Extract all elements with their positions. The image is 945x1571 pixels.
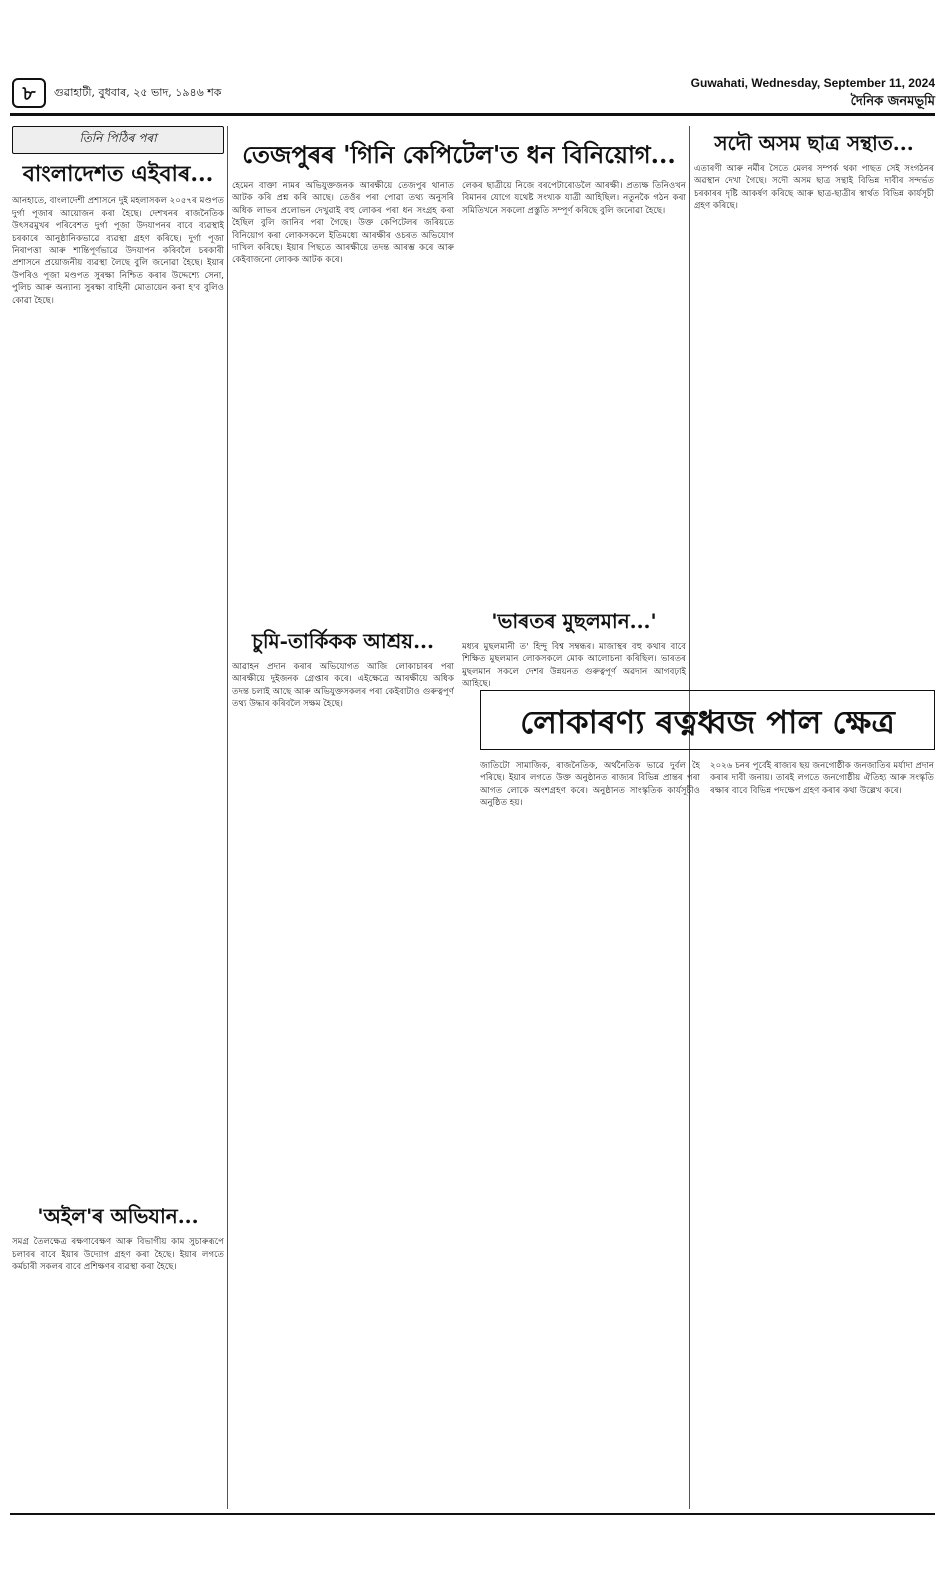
bottom-headline-box — [480, 690, 935, 750]
page-number: ৮ — [12, 78, 46, 108]
column-lead-left — [232, 180, 454, 1509]
article-body: লেকৰ ছাত্ৰীয়ে নিজে বৰপেটাৰোডলৈ আৰক্ষী। প্ৰত্যক্ষ তিনিওখন বিমানৰ যোগে যথেষ্ট সংখ্যক যাত্ৰী আহিছিল। নতুনকৈ গঠন কৰা সমিতিখনে সকলো প্ৰস্তুতি সম্পূৰ্ণ কৰিছে বুলি জনোৱা হৈছে। — [462, 181, 686, 216]
masthead — [10, 72, 935, 116]
date-line-english: Guwahati, Wednesday, September 11, 2024 — [690, 76, 935, 90]
date-line-assamese: গুৱাহাটী, বুধবাৰ, ২৫ ভাদ, ১৯৪৬ শক — [54, 86, 222, 99]
continued-kicker: তিনি পিঠিৰ পৰা — [12, 126, 224, 154]
article-body: এতাৰণী আৰু নৰ্মীৰ সৈতে মেলৰ সম্পৰ্ক থকা পাছত সেই সংগঠনৰ অৱস্থান দেখা গৈছে। সদৌ অসম ছাত্ৰ সন্থাই বিভিন্ন দাবীৰ সন্দৰ্ভত চৰকাৰৰ দৃষ্টি আকৰ্ষণ কৰিছে আৰু ছাত্ৰ-ছাত্ৰীৰ স্বাৰ্থত বিভিন্ন কাৰ্যসূচী গ্ৰহণ কৰিছে। — [694, 164, 934, 212]
article-headline: চুমি-তাৰ্কিকক আশ্ৰয়... — [252, 629, 434, 653]
column-left — [12, 126, 224, 1509]
bottom-headline: লোকাৰণ্য ৰত্নধ্বজ পাল ক্ষেত্ৰ — [520, 703, 895, 741]
newspaper-name: দৈনিক জনমভূমি — [850, 94, 935, 109]
article-body: মধ্যৰ মুছলমানী ত' হিন্দু বিশ্ব সম্বন্ধৰ। মাজাস্থৰ বহু কথাৰ বাবে শিক্ষিত মুছলমান লোকসকলে মোক আলোচনা কৰিছিল। ভাৰতৰ মুছলমান সকলে দেশৰ উন্নয়নত গুৰুত্বপূৰ্ণ অৱদান আগবঢ়াই আহিছে। — [462, 642, 686, 690]
article-headline: বাংলাদেশত এইবাৰ... — [22, 161, 214, 187]
article-body: আনহাতে, বাংলাদেশী প্ৰশাসনে দুই মহলাসকল ২০৫৭ৰ মণ্ডপত দুৰ্গা পূজাৰ আয়োজন কৰা হৈছে। দেশখনৰ ৰাজনৈতিক উৎসৱমুখৰ পৰিবেশত দুৰ্গা পূজা উদযাপনৰ বাবে ব্যৱস্থাই চৰকাৰে আনুষ্ঠানিকভাৱে ব্যৱস্থা গ্ৰহণ কৰিছে। দুৰ্গা পূজা নিৰাপত্তা আৰু শান্তিপূৰ্ণভাৱে উদযাপন কৰিবলৈ চৰকাৰী প্ৰশাসনে প্ৰয়োজনীয় ব্যৱস্থা লৈছে বুলি জনোৱা হৈছে। ইয়াৰ উপৰিও পূজা মণ্ডপত সুৰক্ষা নিশ্চিত কৰাৰ উদ্দেশ্যে সেনা, পুলিচ আৰু অন্যান্য সুৰক্ষা বাহিনী মোতায়েন কৰা হ'ব বুলিও কোৱা হৈছে। — [12, 196, 224, 306]
article-body: সমগ্ৰ তৈলক্ষেত্ৰ ৰক্ষণাবেক্ষণ আৰু বিভাগীয় কাম সুচাৰুৰূপে চলাবৰ বাবে ইয়াৰ উদ্যোগ গ্ৰহণ কৰা হৈছে। ইয়াৰ লগতে কৰ্মচাৰী সকলৰ বাবে প্ৰশিক্ষণৰ ব্যৱস্থা কৰা হৈছে। — [12, 1237, 224, 1273]
article-body: আৱাহন প্ৰদান কৰাৰ অভিযোগত আজি লোকাচাৰৰ পৰা আৰক্ষীয়ে দুইজনক গ্ৰেপ্তাৰ কৰে। এইক্ষেত্ৰে আৰক্ষীয়ে অধিক তদন্ত চলাই আছে আৰু অভিযুক্তসকলৰ পৰা কেইবাটাও গুৰুত্বপূৰ্ণ তথ্য উদ্ধাৰ কৰিবলৈ সক্ষম হৈছে। — [232, 662, 454, 710]
article-headline: সদৌ অসম ছাত্ৰ সন্থাত... — [714, 131, 914, 155]
article-headline: 'অইল'ৰ অভিযান... — [37, 1204, 199, 1229]
article-body: হেমেন বাক্তা নামৰ অভিযুক্তজনক আৰক্ষীয়ে তেজপুৰ থানাত আটক কৰি প্ৰশ্ন কৰি আছে। তেওঁৰ পৰা পোৱা তথ্য অনুসৰি অধিক লাভৰ প্ৰলোভন দেখুৱাই বহু লোকৰ পৰা ধন সংগ্ৰহ কৰা হৈছিল বুলি জানিব পৰা গৈছে। উক্ত কেপিটেলৰ জৰিয়তে বিনিয়োগ কৰা লোকসকলে ইতিমধ্যে আৰক্ষীৰ ওচৰত অভিযোগ দাখিল কৰিছে। ইয়াৰ পিছতে আৰক্ষীয়ে তদন্ত আৰম্ভ কৰে আৰু কেইবাজনো লোকক আটক কৰে। — [232, 181, 454, 266]
article-body: ২০২৬ চনৰ পূৰ্বেই ৰাজ্যৰ ছয় জনগোষ্ঠীক জনজাতিৰ মৰ্যাদা প্ৰদান কৰাৰ দাবী জনায়। তাৰই লগতে জনগোষ্ঠীয় ঐতিহ্য আৰু সংস্কৃতি ৰক্ষাৰ বাবে বিভিন্ন পদক্ষেপ গ্ৰহণ কৰাৰ কথা উল্লেখ কৰে। — [710, 761, 934, 796]
lead-headline: তেজপুৰৰ 'গিনি কেপিটেল'ত ধন বিনিয়োগ... — [242, 140, 676, 169]
footer-rule — [10, 1513, 935, 1515]
article-body: জাতিটো সামাজিক, ৰাজনৈতিক, অৰ্থনৈতিক ভাৱে দুৰ্বল হৈ পৰিছে। ইয়াৰ লগতে উক্ত অনুষ্ঠানত ৰাজ্যৰ বিভিন্ন প্ৰান্তৰ পৰা আগত লোকে অংশগ্ৰহণ কৰে। অনুষ্ঠানত সাংস্কৃতিক কাৰ্যসূচীও অনুষ্ঠিত হয়। — [480, 761, 700, 809]
column-divider — [227, 126, 228, 1509]
article-headline: 'ভাৰতৰ মুছলমান...' — [491, 609, 657, 633]
